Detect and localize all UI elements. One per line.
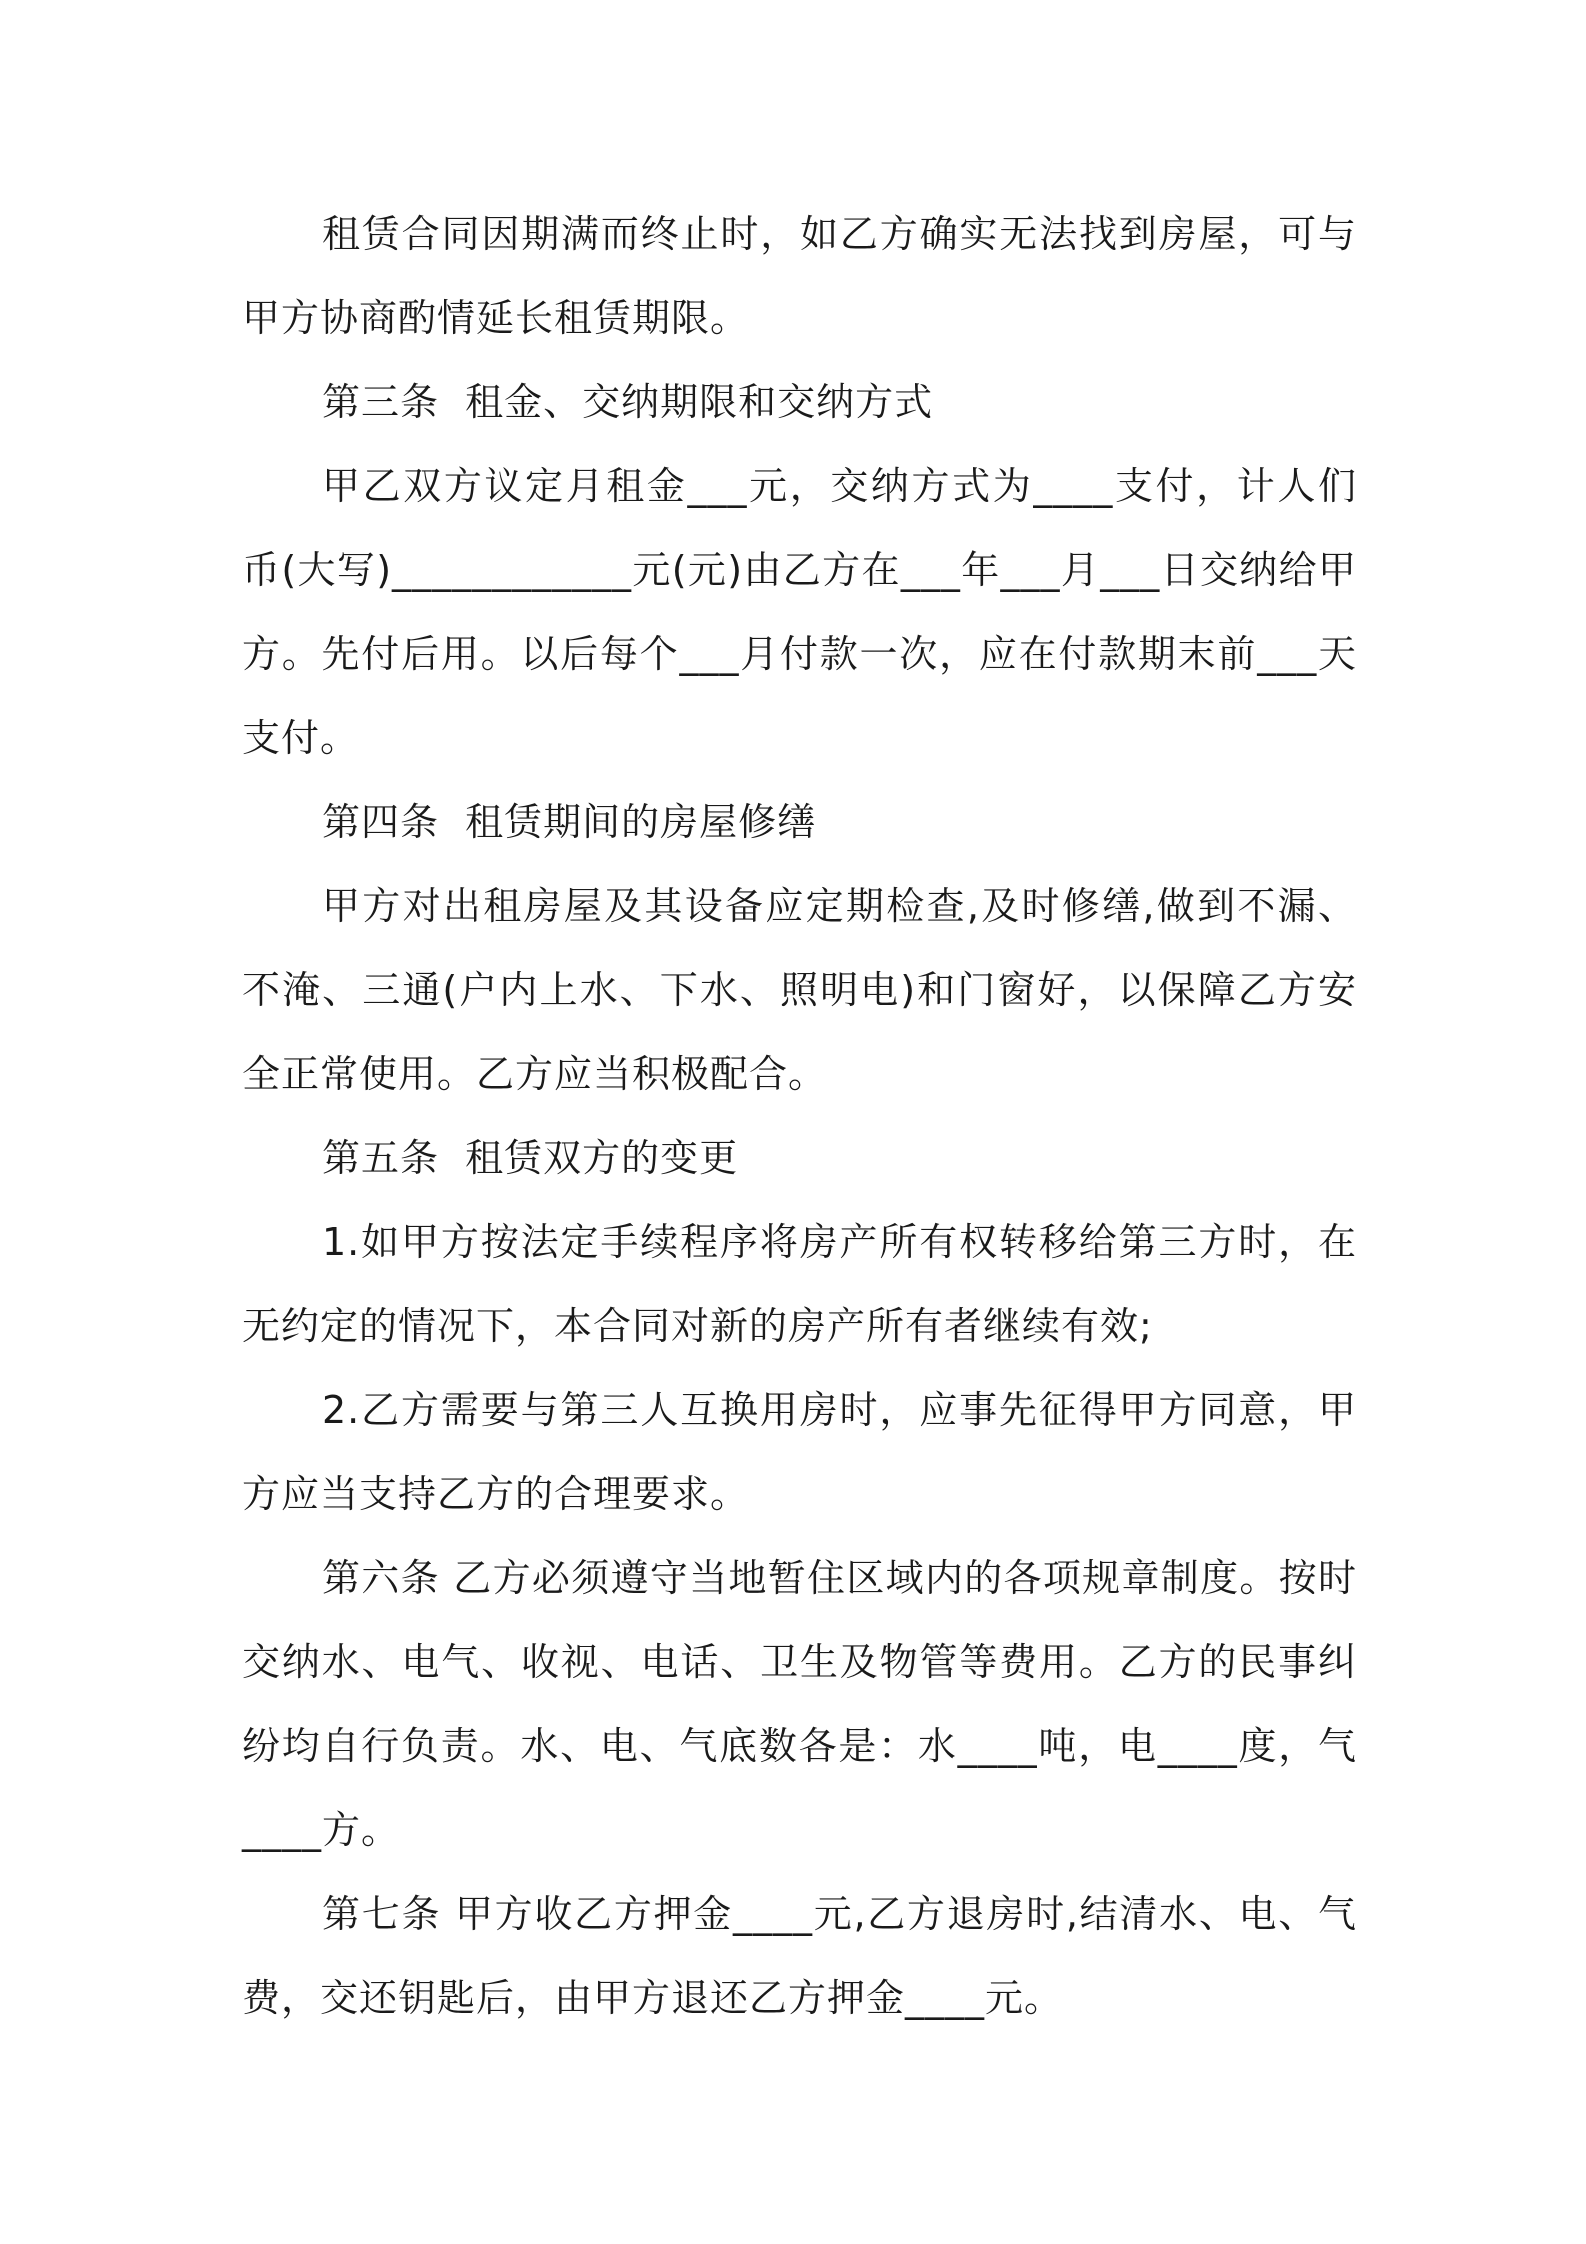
document-body bbox=[242, 192, 1357, 2040]
paragraph-repairs: 甲方对出租房屋及其设备应定期检查,及时修缮,做到不漏、不淹、三通(户内上水、下水、照明电)和门窗好，以保障乙方安全正常使用。乙方应当积极配合。 bbox=[242, 884, 1357, 1096]
article-5-heading: 第五条 租赁双方的变更 bbox=[322, 1136, 739, 1180]
paragraph-ownership-transfer: 1.如甲方按法定手续程序将房产所有权转移给第三方时，在无约定的情况下，本合同对新的房产所有者继续有效; bbox=[242, 1220, 1357, 1348]
paragraph-rent-terms: 甲乙双方议定月租金___元，交纳方式为____支付，计人们币(大写)____________元(元)由乙方在___年___月___日交纳给甲方。先付后用。以后每个___月付款一次，应在付款期末前___天支付。 bbox=[242, 464, 1357, 760]
paragraph-housing-exchange: 2.乙方需要与第三人互换用房时，应事先征得甲方同意，甲方应当支持乙方的合理要求。 bbox=[242, 1388, 1357, 1516]
paragraph-article-6-rules: 第六条 乙方必须遵守当地暂住区域内的各项规章制度。按时交纳水、电气、收视、电话、卫生及物管等费用。乙方的民事纠纷均自行负责。水、电、气底数各是：水____吨，电____度，气____方。 bbox=[242, 1556, 1357, 1852]
article-3-heading: 第三条 租金、交纳期限和交纳方式 bbox=[322, 380, 934, 424]
article-4-heading: 第四条 租赁期间的房屋修缮 bbox=[322, 800, 817, 844]
paragraph-lease-extension: 租赁合同因期满而终止时，如乙方确实无法找到房屋，可与甲方协商酌情延长租赁期限。 bbox=[242, 212, 1357, 340]
paragraph-article-7-deposit: 第七条 甲方收乙方押金____元,乙方退房时,结清水、电、气费，交还钥匙后，由甲方退还乙方押金____元。 bbox=[242, 1892, 1357, 2020]
